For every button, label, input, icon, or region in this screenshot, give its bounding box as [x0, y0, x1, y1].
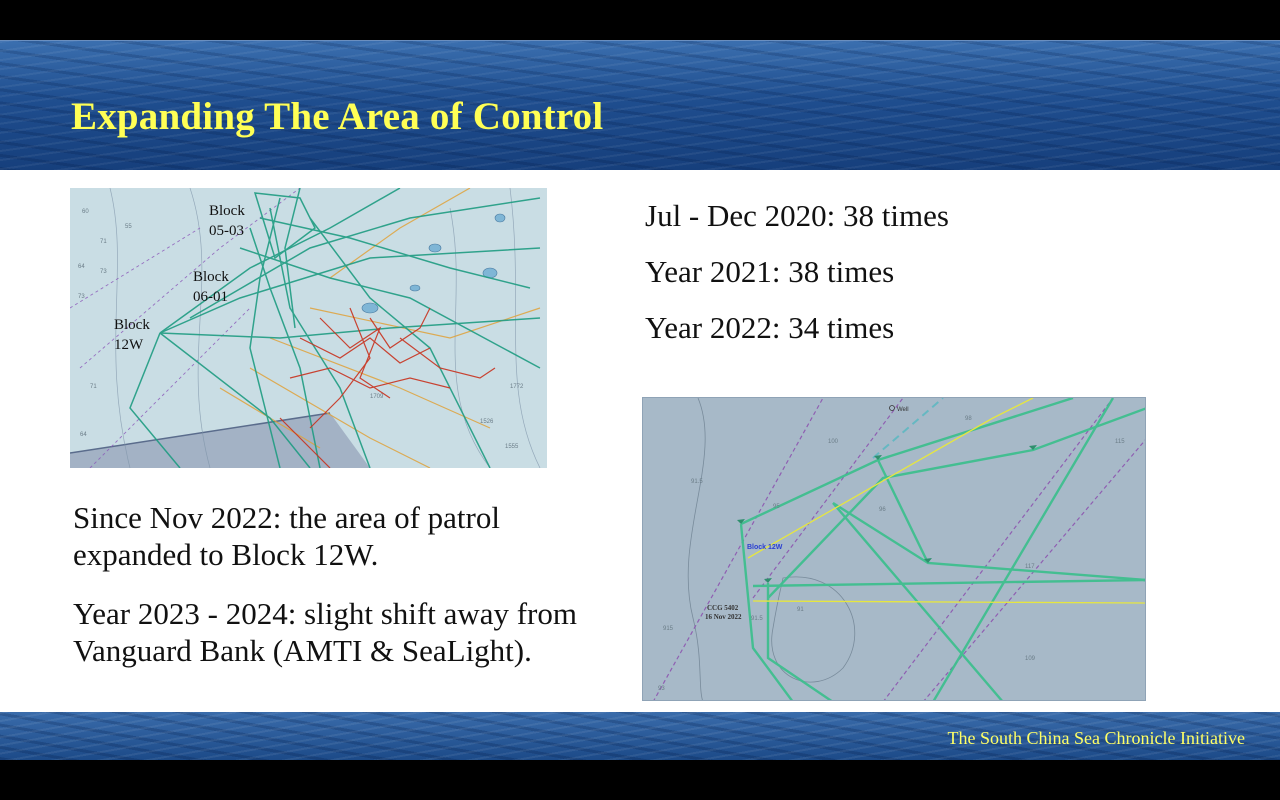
- svg-text:Block: Block: [114, 317, 150, 333]
- svg-text:91: 91: [797, 607, 804, 613]
- svg-text:12W: 12W: [114, 337, 144, 353]
- map-label-date: 16 Nov 2022: [705, 613, 742, 621]
- map-label-block-0503: [209, 203, 245, 239]
- svg-text:91.5: 91.5: [751, 616, 763, 622]
- ocean-footer-banner: [0, 712, 1280, 760]
- svg-text:55: 55: [125, 224, 132, 230]
- svg-text:05-03: 05-03: [209, 223, 244, 239]
- svg-text:915: 915: [663, 626, 674, 632]
- slide: [0, 40, 1280, 760]
- svg-text:64: 64: [80, 432, 87, 438]
- paragraph-shift-vanguard: Year 2023 - 2024: slight shift away from Vanguard Bank (AMTI & SeaLight).: [73, 596, 577, 669]
- footer-credit: The South China Sea Chronicle Initiative: [947, 728, 1245, 748]
- map-label-block-12w: [114, 317, 150, 353]
- stat-year-2022: Year 2022: 34 times: [645, 310, 895, 345]
- svg-text:93: 93: [658, 686, 665, 692]
- svg-text:91.5: 91.5: [691, 479, 703, 485]
- stat-year-2021: Year 2021: 38 times: [645, 254, 895, 289]
- slide-title: Expanding The Area of Control: [71, 95, 604, 138]
- patrol-tracks-map: [70, 188, 547, 468]
- svg-text:06-01: 06-01: [193, 289, 228, 305]
- svg-text:95: 95: [773, 504, 780, 510]
- map-label-block-12w-zoom: Block 12W: [747, 544, 783, 551]
- svg-text:Block: Block: [209, 203, 245, 219]
- svg-text:117: 117: [1025, 564, 1035, 570]
- patrol-tracks-map-graphic: [70, 188, 547, 468]
- svg-text:1709: 1709: [370, 394, 384, 400]
- svg-text:71: 71: [100, 239, 107, 245]
- svg-text:115: 115: [1115, 439, 1125, 445]
- block-12w-zoom-map: [642, 397, 1146, 701]
- svg-text:1526: 1526: [480, 419, 494, 425]
- svg-text:96: 96: [879, 507, 886, 513]
- svg-text:64: 64: [78, 264, 85, 270]
- svg-text:98: 98: [965, 416, 972, 422]
- paragraph-patrol-expansion: Since Nov 2022: the area of patrol expanded to Block 12W.: [73, 500, 500, 573]
- ocean-header-banner: [0, 40, 1280, 170]
- map-label-vessel: CCG 5402: [707, 604, 739, 612]
- svg-text:1772: 1772: [510, 384, 524, 390]
- svg-text:73: 73: [78, 294, 85, 300]
- svg-text:100: 100: [828, 439, 839, 445]
- svg-text:1555: 1555: [505, 444, 519, 450]
- svg-text:109: 109: [1025, 656, 1036, 662]
- block-12w-zoom-map-graphic: [643, 398, 1146, 701]
- svg-text:Block: Block: [193, 269, 229, 285]
- svg-text:60: 60: [82, 209, 89, 215]
- svg-text:71: 71: [90, 384, 97, 390]
- patrol-frequency-list: [645, 200, 949, 368]
- svg-text:73: 73: [100, 269, 107, 275]
- stat-jul-dec-2020: Jul - Dec 2020: 38 times: [645, 198, 949, 233]
- svg-text:Well: Well: [897, 407, 909, 413]
